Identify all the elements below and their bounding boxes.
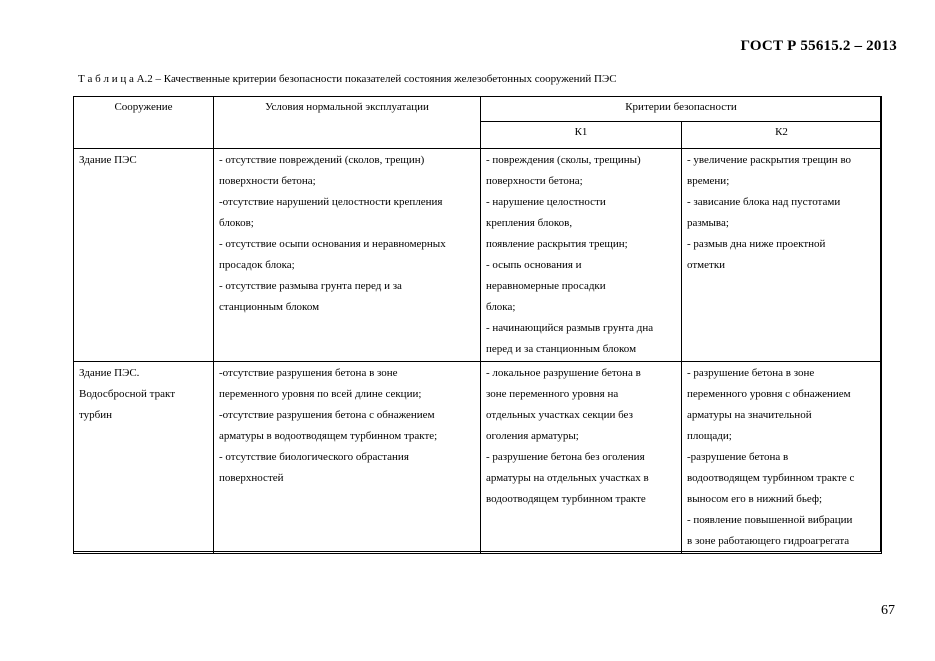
cell-line: времени; — [687, 175, 730, 187]
cell-line: крепления блоков, — [486, 217, 573, 229]
row-1-k1 — [481, 149, 682, 362]
header-criteria: Критерии безопасности — [481, 97, 882, 122]
row-1-k2 — [682, 149, 882, 362]
cell-line: просадок блока; — [219, 259, 295, 271]
cell-line: блока; — [486, 301, 516, 313]
row-2-structure — [74, 362, 214, 554]
cell-line: Водосбросной тракт — [79, 388, 176, 400]
cell-line: зоне переменного уровня на — [486, 388, 619, 400]
cell-line: - увеличение раскрытия трещин во — [687, 154, 852, 166]
cell-line: -отсутствие нарушений целостности крепления — [219, 196, 443, 208]
header-conditions: Условия нормальной эксплуатации — [214, 97, 481, 149]
table-row — [74, 149, 882, 362]
cell-line: станционным блоком — [219, 301, 320, 313]
safety-criteria-table — [73, 96, 882, 554]
cell-line: - разрушение бетона без оголения — [486, 451, 645, 463]
header-k1: К1 — [481, 122, 682, 149]
table-caption: Т а б л и ц а А.2 – Качественные критерии безопасности показателей состояния железобетонных сооружений ПЭС — [78, 73, 617, 85]
cell-line: - зависание блока над пустотами — [687, 196, 841, 208]
row-2-conditions — [214, 362, 481, 554]
cell-line: - отсутствие осыпи основания и неравномерных — [219, 238, 446, 250]
page-number: 67 — [881, 603, 895, 618]
cell-line: арматуры на отдельных участках в — [486, 472, 649, 484]
table-header-row — [74, 97, 882, 122]
cell-line: отдельных участках секции без — [486, 409, 633, 421]
cell-line: поверхности бетона; — [486, 175, 583, 187]
cell-line: водоотводящем турбинном тракте — [486, 493, 646, 505]
cell-line: - начинающийся размыв грунта дна — [486, 322, 654, 334]
cell-line: - размыв дна ниже проектной — [687, 238, 826, 250]
row-2-k1 — [481, 362, 682, 554]
header-structure: Сооружение — [74, 97, 214, 149]
cell-line: турбин — [79, 409, 113, 421]
cell-line: неравномерные просадки — [486, 280, 606, 292]
cell-line: арматуры на значительной — [687, 409, 812, 421]
cell-line: - отсутствие размыва грунта перед и за — [219, 280, 402, 292]
cell-line: отметки — [687, 259, 726, 271]
cell-line: переменного уровня по всей длине секции; — [219, 388, 422, 400]
cell-line: - осыпь основания и — [486, 259, 582, 271]
header-k2: К2 — [682, 122, 882, 149]
cell-line: Здание ПЭС — [79, 154, 137, 166]
cell-line: водоотводящем турбинном тракте с — [687, 472, 855, 484]
row-1-structure — [74, 149, 214, 362]
cell-line: переменного уровня с обнажением — [687, 388, 851, 400]
cell-line: - разрушение бетона в зоне — [687, 367, 815, 379]
cell-line: блоков; — [219, 217, 254, 229]
cell-line: - отсутствие повреждений (сколов, трещин) — [219, 154, 425, 166]
cell-line: -разрушение бетона в — [687, 451, 789, 463]
cell-line: - нарушение целостности — [486, 196, 606, 208]
cell-line: - повреждения (сколы, трещины) — [486, 154, 641, 166]
row-2-k2 — [682, 362, 882, 554]
cell-line: площади; — [687, 430, 732, 442]
cell-line: перед и за станционным блоком — [486, 343, 637, 355]
cell-line: появление раскрытия трещин; — [486, 238, 628, 250]
cell-line: поверхностей — [219, 472, 284, 484]
cell-line: - отсутствие биологического обрастания — [219, 451, 409, 463]
cell-line: арматуры в водоотводящем турбинном тракте; — [219, 430, 438, 442]
row-1-conditions — [214, 149, 481, 362]
table-row — [74, 362, 882, 554]
cell-line: Здание ПЭС. — [79, 367, 140, 379]
cell-line: размыва; — [687, 217, 729, 229]
cell-line: -отсутствие разрушения бетона в зоне — [219, 367, 398, 379]
cell-line: поверхности бетона; — [219, 175, 316, 187]
cell-line: оголения арматуры; — [486, 430, 579, 442]
document-standard-header: ГОСТ Р 55615.2 – 2013 — [740, 38, 897, 54]
cell-line: -отсутствие разрушения бетона с обнажением — [219, 409, 435, 421]
cell-line: - появление повышенной вибрации — [687, 514, 853, 526]
cell-line: в зоне работающего гидроагрегата — [687, 535, 850, 547]
cell-line: выносом его в нижний бьеф; — [687, 493, 823, 505]
cell-line: - локальное разрушение бетона в — [486, 367, 641, 379]
